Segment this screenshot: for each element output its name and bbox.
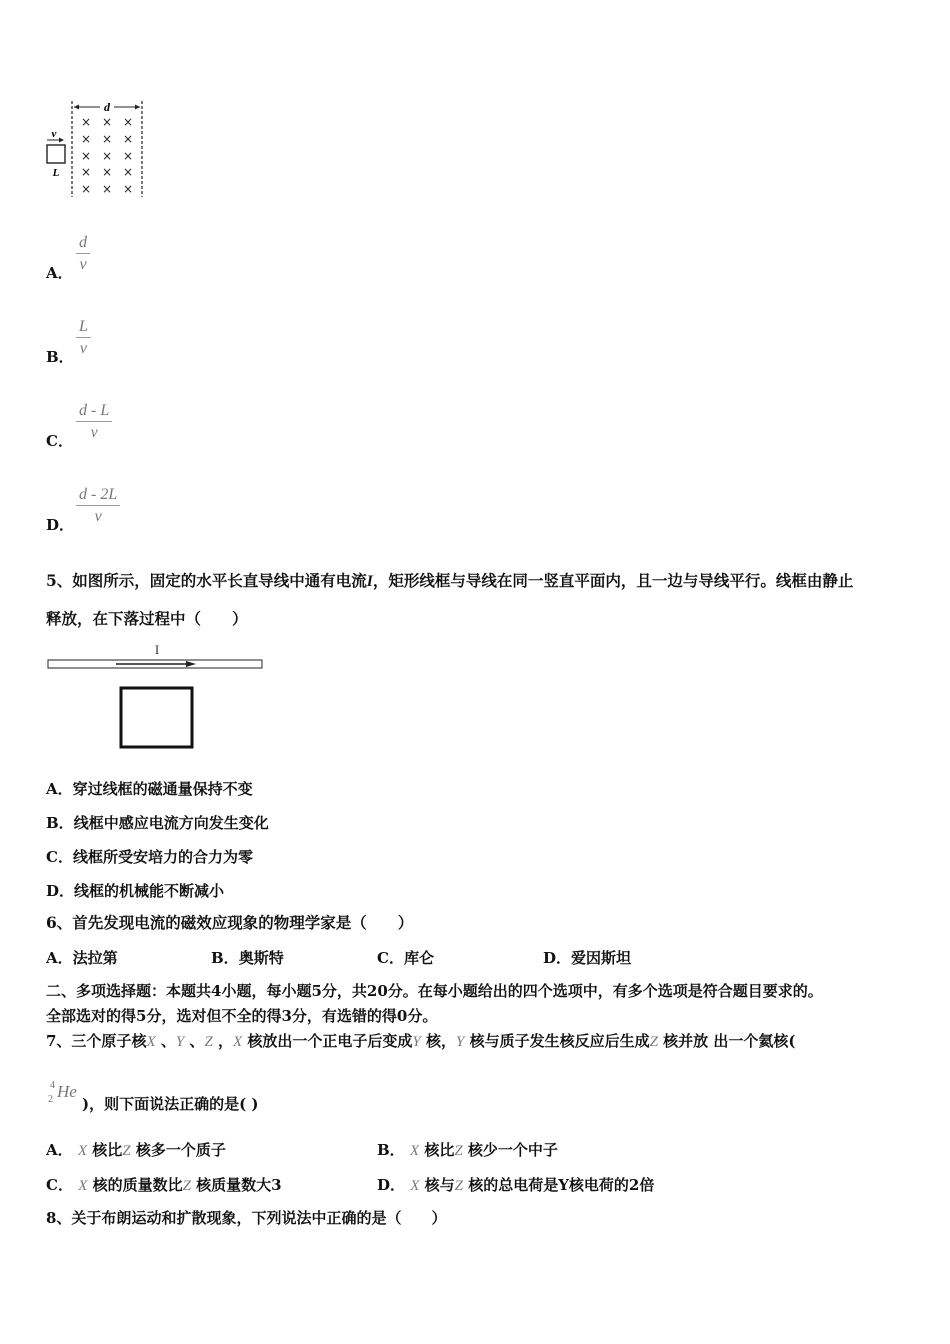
section2-instructions-line2: 全部选对的得5分，选对但不全的得3分，有选错的得0分。 xyxy=(46,1007,438,1025)
svg-text:×: × xyxy=(122,165,134,179)
q4-option-c-label[interactable]: C． xyxy=(46,432,73,450)
q4-option-b-fraction: L v xyxy=(76,318,91,358)
q8-stem: 8、关于布朗运动和扩散现象，下列说法中正确的是（ ） xyxy=(46,1209,447,1227)
svg-text:×: × xyxy=(80,115,92,129)
q5-option-a[interactable]: A．穿过线框的磁通量保持不变 xyxy=(46,780,253,798)
svg-text:×: × xyxy=(101,165,113,179)
q4-option-d-label[interactable]: D． xyxy=(46,516,75,534)
q5-option-c[interactable]: C．线框所受安培力的合力为零 xyxy=(46,848,253,866)
svg-text:×: × xyxy=(101,115,113,129)
q7-stem-line2: )，则下面说法正确的是( ) xyxy=(82,1095,259,1113)
magnetic-field-figure xyxy=(40,95,160,205)
q7-option-d[interactable]: D． X 核与Z 核的总电荷是Y核电荷的2倍 xyxy=(377,1176,655,1194)
section2-instructions-line1: 二、多项选择题：本题共4小题，每小题5分，共20分。在每小题给出的四个选项中，有多个选项是符合题目要求的。 xyxy=(46,982,823,1000)
svg-text:×: × xyxy=(101,149,113,163)
wire-loop-figure xyxy=(44,638,269,753)
svg-text:×: × xyxy=(80,182,92,196)
q4-option-a-label[interactable]: A． xyxy=(46,264,73,282)
field-crosses xyxy=(81,115,133,196)
svg-text:×: × xyxy=(80,149,92,163)
q6-option-a[interactable]: A．法拉第 xyxy=(46,949,118,967)
rectangular-loop xyxy=(121,688,192,747)
svg-text:×: × xyxy=(101,132,113,146)
q6-stem: 6、首先发现电流的磁效应现象的物理学家是（ ） xyxy=(46,913,414,932)
q6-option-d[interactable]: D．爱因斯坦 xyxy=(543,949,632,967)
q5-stem-line2: 释放，在下落过程中（ ） xyxy=(46,609,248,628)
svg-text:×: × xyxy=(122,132,134,146)
q6-option-c[interactable]: C．库仑 xyxy=(377,949,434,967)
q7-stem-line1: 7、三个原子核X 、Y 、Z ，X 核放出一个正电子后变成Y 核，Y 核与质子发生核反应后生成Z 核并放 出一个氦核( xyxy=(46,1032,796,1050)
q5-option-d[interactable]: D．线框的机械能不断减小 xyxy=(46,882,225,900)
helium-nucleus-symbol: 4 2 He xyxy=(48,1080,77,1105)
svg-text:×: × xyxy=(80,165,92,179)
q7-option-c[interactable]: C． X 核的质量数比Z 核质量数大3 xyxy=(46,1176,282,1194)
v-label: v xyxy=(51,128,57,140)
d-label: d xyxy=(104,100,110,114)
svg-text:×: × xyxy=(101,182,113,196)
q7-option-b[interactable]: B． X 核比Z 核少一个中子 xyxy=(377,1141,558,1159)
q4-option-d-fraction: d - 2L v xyxy=(76,486,120,526)
q5-stem-line1: 5、如图所示，固定的水平长直导线中通有电流I，矩形线框与导线在同一竖直平面内，且一边与导线平行。线框由静止 xyxy=(46,571,854,590)
q4-option-a-fraction: d v xyxy=(76,234,90,274)
svg-text:×: × xyxy=(122,149,134,163)
current-label: I xyxy=(154,642,160,657)
square-loop xyxy=(47,145,65,163)
L-label: L xyxy=(52,167,60,179)
q7-option-a[interactable]: A． X 核比Z 核多一个质子 xyxy=(46,1141,226,1159)
svg-text:×: × xyxy=(122,115,134,129)
svg-text:×: × xyxy=(122,182,134,196)
q6-option-b[interactable]: B．奥斯特 xyxy=(211,949,284,967)
q4-option-b-label[interactable]: B． xyxy=(46,348,74,366)
q4-option-c-fraction: d - L v xyxy=(76,402,112,442)
svg-text:×: × xyxy=(80,132,92,146)
q5-option-b[interactable]: B．线框中感应电流方向发生变化 xyxy=(46,814,269,832)
